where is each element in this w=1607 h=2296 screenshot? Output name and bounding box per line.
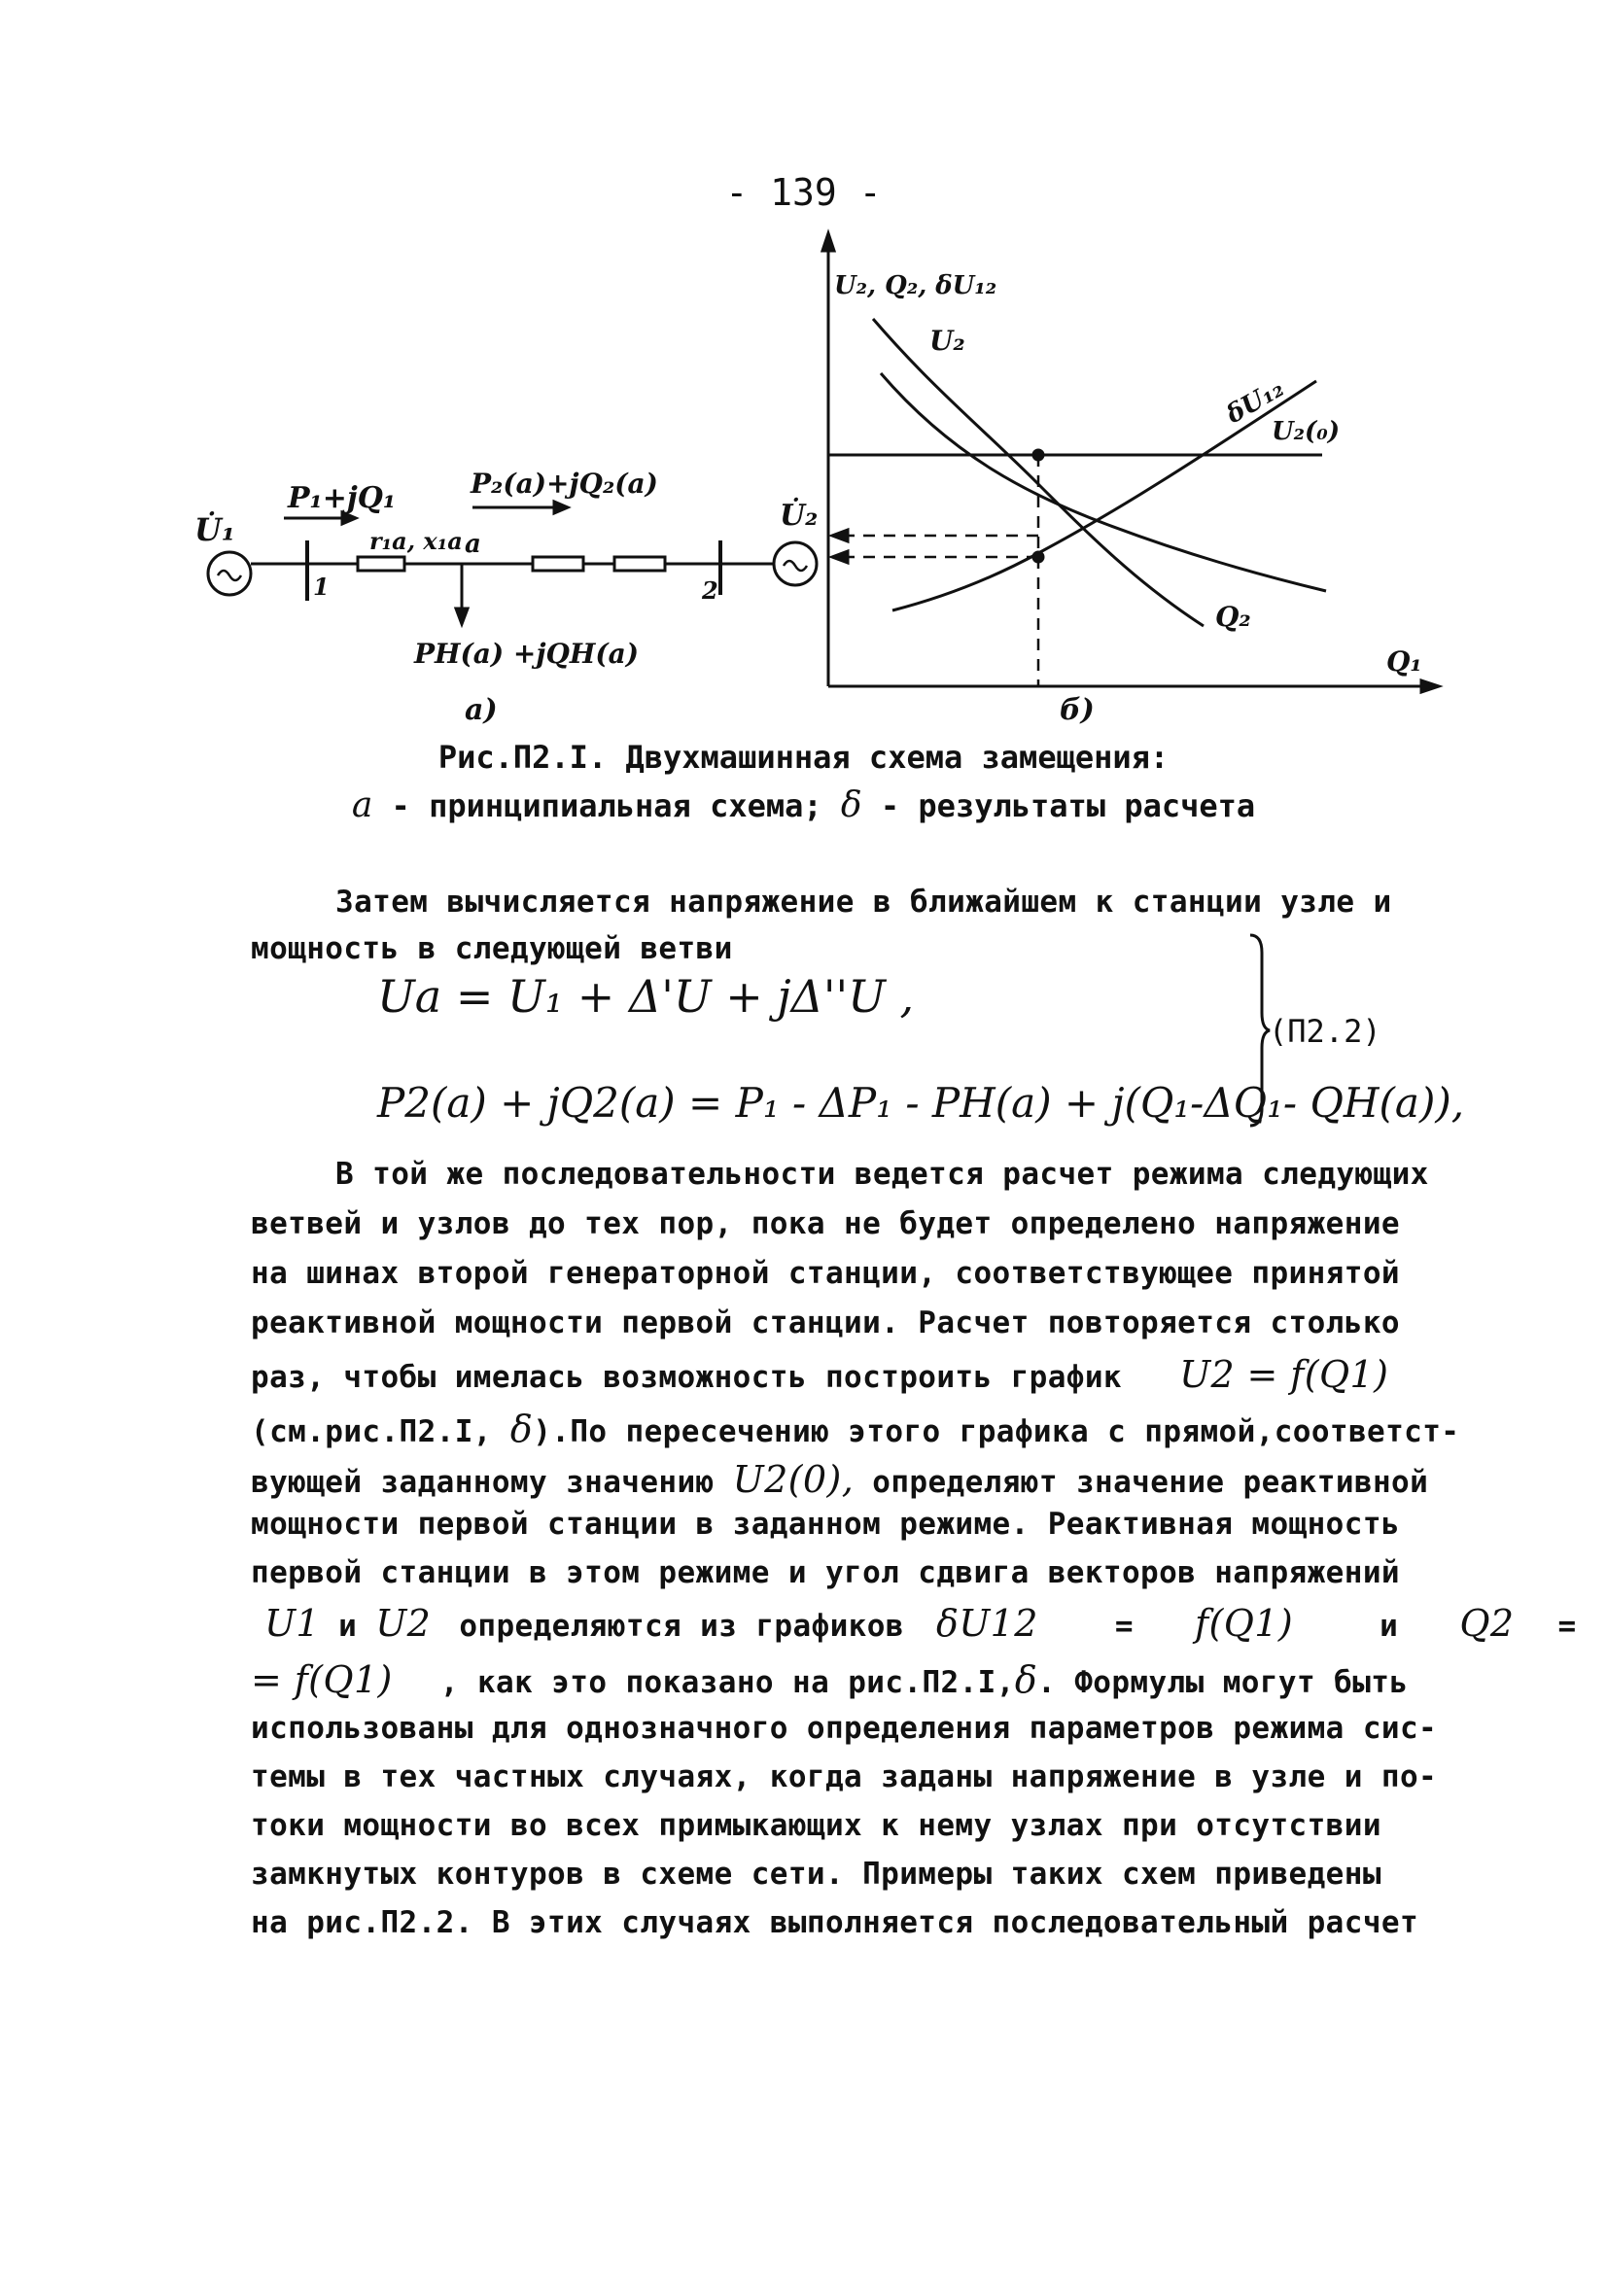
- load-arrow-icon: [456, 609, 468, 624]
- u20-line-label: U₂(₀): [1272, 417, 1341, 446]
- u2-circuit-label: U̇₂: [780, 499, 819, 533]
- impedance-1a: [358, 557, 404, 571]
- panel-b-label: б): [1060, 693, 1095, 727]
- paragraph-2-line-1: В той же последовательности ведется расчет режима следующих: [335, 1157, 1429, 1192]
- paragraph-2-line-2: ветвей и узлов до тех пор, пока не будет определено напряжение: [251, 1206, 1400, 1241]
- paragraph-2-line-11: = f(Q1) , как это показано на рис.П2.I,δ. Формулы могут быть: [251, 1658, 1409, 1701]
- paragraph-2-line-9: первой станции в этом режиме и угол сдвига векторов напряжений: [251, 1555, 1400, 1590]
- load-label: PH(a) +jQH(a): [414, 638, 639, 670]
- dashed-arrow-2-icon: [832, 551, 848, 563]
- paragraph-2-line-3: на шинах второй генераторной станции, соответствующее принятой: [251, 1256, 1400, 1291]
- impedance-2a: [533, 557, 583, 571]
- paragraph-2-line-15: замкнутых контуров в схеме сети. Примеры таких схем приведены: [251, 1857, 1381, 1892]
- paragraph-2-line-5: раз, чтобы имелась возможность построить график U2 = f(Q1): [251, 1353, 1389, 1396]
- page-number: - 139 -: [725, 171, 882, 214]
- impedance-label: r₁a, x₁a: [369, 527, 463, 555]
- p1-flow-label: P₁+jQ₁: [288, 481, 396, 515]
- figure-caption-legend: а - принципиальная схема; δ - результаты расчета: [351, 785, 1256, 825]
- impedance-2b: [614, 557, 665, 571]
- paragraph-1-line-1: Затем вычисляется напряжение в ближайшем к станции узле и: [335, 885, 1392, 920]
- paragraph-2-line-6: (см.рис.П2.I, δ).По пересечению этого графика с прямой,соответст-: [251, 1408, 1460, 1450]
- intersection-point-2: [1033, 552, 1043, 562]
- formula-line-2: P2(a) + jQ2(a) = P₁ - ΔP₁ - PH(a) + j(Q₁-ΔQ₁- QH(a)),: [377, 1079, 1465, 1127]
- u2-curve-label: U₂: [929, 325, 965, 357]
- panel-a-label: а): [465, 693, 498, 727]
- node-2-label: 2: [702, 576, 718, 605]
- x-axis-arrow-icon: [1421, 680, 1439, 692]
- delta-curve-label: δU₁₂: [1221, 373, 1289, 431]
- paragraph-1-line-2: мощность в следующей ветви: [251, 931, 733, 966]
- intersection-point-1: [1033, 450, 1043, 460]
- paragraph-2-line-16: на рис.П2.2. В этих случаях выполняется последовательный расчет: [251, 1905, 1419, 1940]
- paragraph-2-line-12: использованы для однозначного определения параметров режима сис-: [251, 1711, 1438, 1746]
- flow-arrow-2-icon: [554, 502, 568, 513]
- paragraph-2-line-13: темы в тех частных случаях, когда заданы напряжение в узле и по-: [251, 1759, 1438, 1794]
- equation-number: (П2.2): [1269, 1013, 1381, 1050]
- y-axis-label: U₂, Q₂, δU₁₂: [834, 271, 997, 300]
- formula-line-1: Ua = U₁ + Δ'U + jΔ''U ,: [377, 970, 915, 1023]
- figure-caption-title: Рис.П2.I. Двухмашинная схема замещения:: [437, 739, 1170, 776]
- dashed-arrow-1-icon: [832, 530, 848, 541]
- u1-label: U̇₁: [194, 511, 235, 548]
- node-1-label: 1: [313, 573, 330, 601]
- result-graph: [822, 233, 1439, 692]
- paragraph-2-line-4: реактивной мощности первой станции. Расчет повторяется столько: [251, 1305, 1400, 1340]
- paragraph-2-line-8: мощности первой станции в заданном режиме. Реактивная мощность: [251, 1507, 1400, 1542]
- circuit-diagram: [208, 502, 817, 624]
- paragraph-2-line-10: U1 и U2 определяются из графиков δU12 = f(Q1) и Q2 =: [264, 1602, 1577, 1645]
- paragraph-2-line-7: вующей заданному значению U2(0), определяют значение реактивной: [251, 1458, 1429, 1501]
- q2-curve-label: Q₂: [1215, 601, 1251, 633]
- p2a-flow-label: P₂(a)+jQ₂(a): [471, 468, 658, 500]
- node-a-label: a: [465, 530, 481, 559]
- x-axis-label: Q₁: [1386, 645, 1422, 678]
- y-axis-arrow-icon: [822, 233, 834, 251]
- figure: [0, 0, 1607, 739]
- paragraph-2-line-14: токи мощности во всех примыкающих к нему узлах при отсутствии: [251, 1808, 1381, 1843]
